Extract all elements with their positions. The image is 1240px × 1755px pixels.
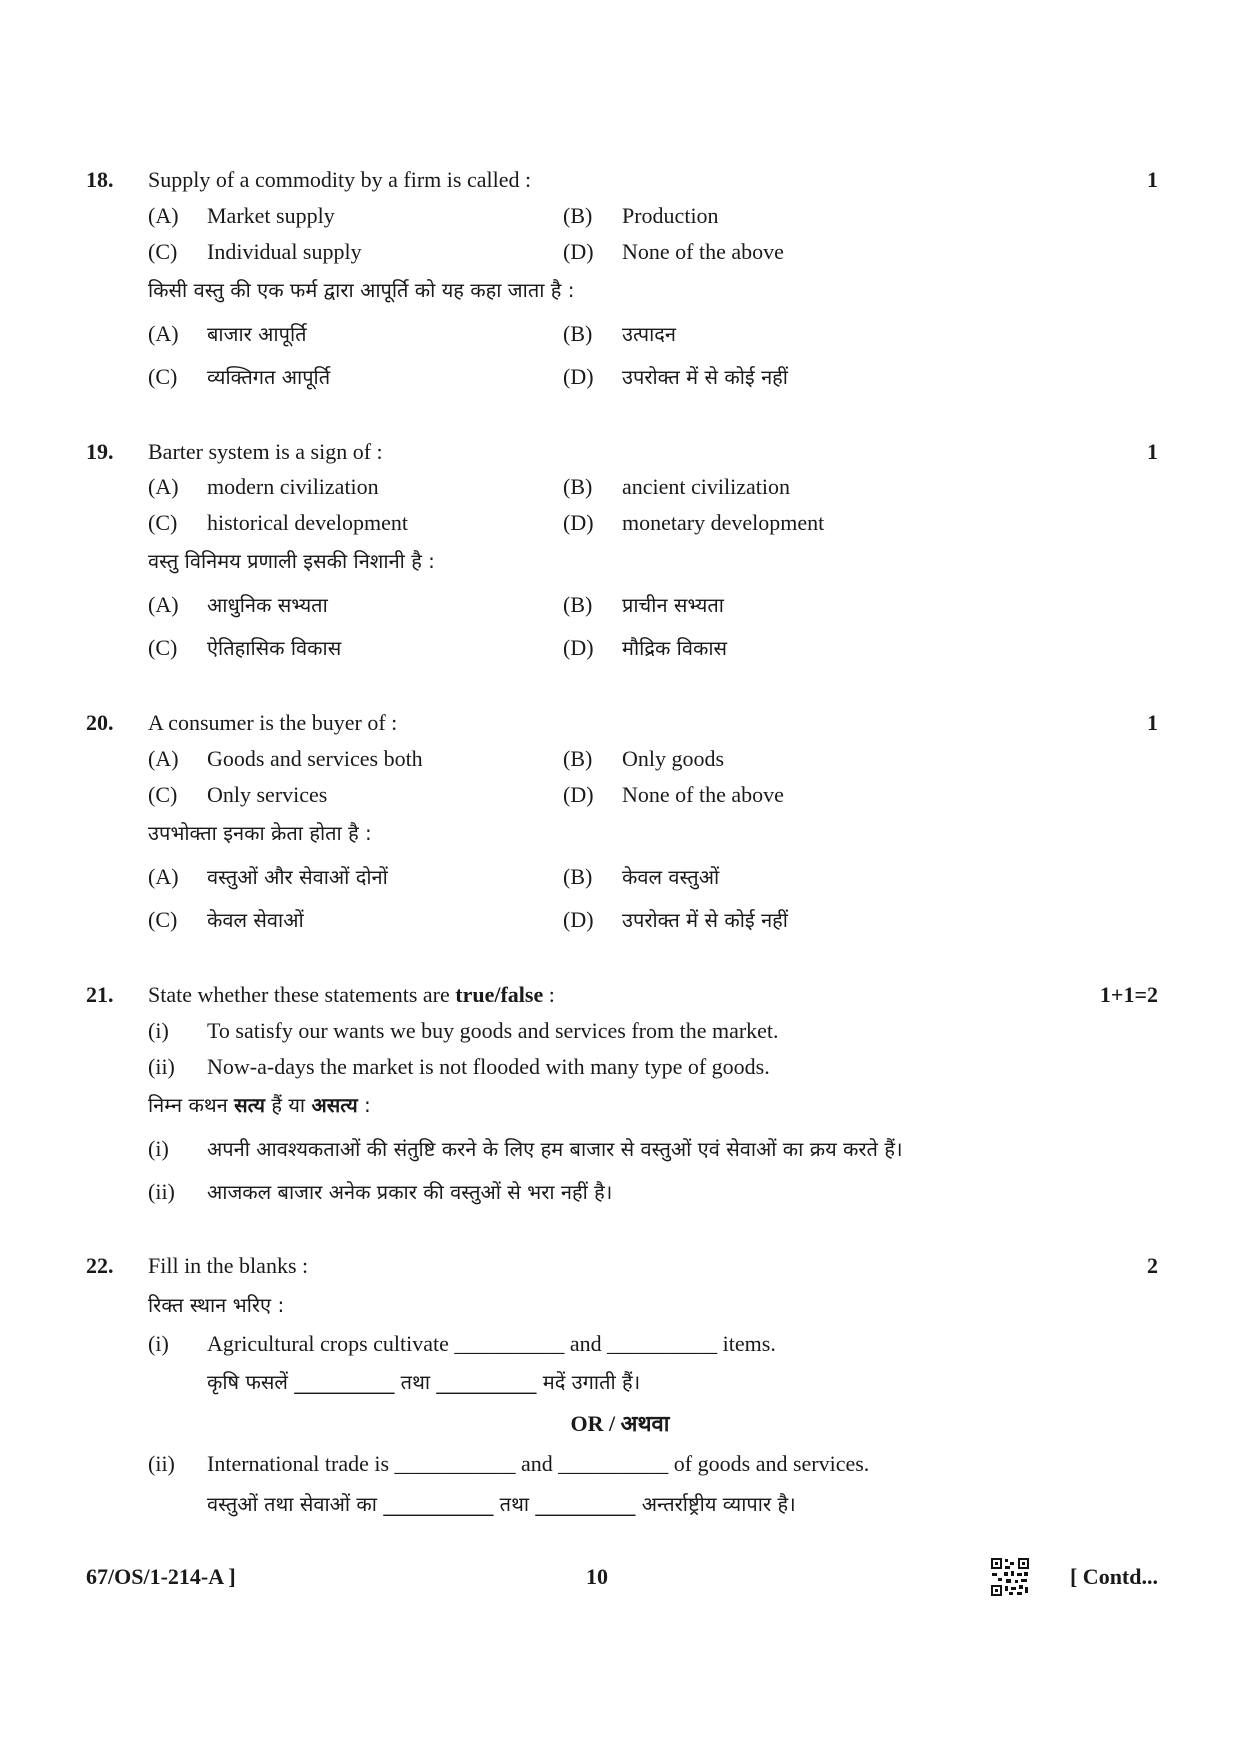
option-label: (A)	[148, 746, 179, 771]
marks: 1	[1147, 439, 1158, 464]
question-text-part: State whether these statements are	[148, 982, 456, 1007]
fill-blank-text: International trade is ___________ and __________ of goods and services.	[207, 1451, 870, 1476]
page-number: 10	[586, 1564, 608, 1589]
question-text-part: :	[543, 982, 555, 1007]
option-text-hindi: आधुनिक सभ्यता	[207, 593, 328, 617]
statement-label: (ii)	[148, 1054, 175, 1079]
marks: 1	[1147, 167, 1158, 192]
fill-blank-text-hindi: कृषि फसलें __________ तथा __________ मदें उगाती हैं।	[207, 1370, 641, 1394]
option-text-hindi: केवल सेवाओं	[207, 908, 304, 932]
question-text-part: :	[357, 1093, 371, 1117]
statement-text: Now-a-days the market is not flooded with many type of goods.	[207, 1054, 770, 1079]
question-number: 20.	[86, 710, 114, 735]
option-text: Only services	[207, 782, 328, 807]
option-label: (D)	[563, 510, 594, 535]
option-text: None of the above	[622, 782, 784, 807]
option-text: Only goods	[622, 746, 725, 771]
option-label: (A)	[148, 321, 179, 346]
statement-label: (ii)	[148, 1179, 175, 1204]
statement-label: (i)	[148, 1136, 169, 1161]
paper-code: 67/OS/1-214-A ]	[86, 1564, 236, 1589]
continued-marker: [ Contd...	[1069, 1564, 1158, 1589]
option-label: (B)	[563, 864, 593, 889]
item-label: (ii)	[148, 1451, 175, 1476]
option-text: modern civilization	[207, 474, 379, 499]
question-text-hindi	[148, 1085, 371, 1125]
option-text-hindi: मौद्रिक विकास	[622, 636, 728, 660]
option-label: (D)	[563, 364, 594, 389]
option-text: ancient civilization	[622, 474, 790, 499]
option-label: (D)	[563, 782, 594, 807]
option-text: historical development	[207, 510, 408, 535]
option-label: (A)	[148, 474, 179, 499]
option-label: (D)	[563, 635, 594, 660]
qr-code-icon	[990, 1557, 1030, 1597]
option-text-hindi: वस्तुओं और सेवाओं दोनों	[207, 865, 388, 889]
question-text-hindi: वस्तु विनिमय प्रणाली इसकी निशानी है :	[148, 549, 435, 573]
question-text	[148, 975, 555, 1015]
option-label: (C)	[148, 635, 178, 660]
option-text-hindi: ऐतिहासिक विकास	[207, 636, 342, 660]
question-text: A consumer is the buyer of :	[148, 710, 398, 735]
question-text-hindi: किसी वस्तु की एक फर्म द्वारा आपूर्ति को यह कहा जाता है :	[148, 278, 575, 302]
question-text-hindi: उपभोक्ता इनका क्रेता होता है :	[148, 821, 372, 845]
or-separator: OR / अथवा	[570, 1411, 670, 1436]
option-text: Individual supply	[207, 239, 362, 264]
question-text-bold: true/false	[455, 982, 544, 1007]
option-label: (D)	[563, 907, 594, 932]
question-number: 22.	[86, 1253, 114, 1278]
statement-label: (i)	[148, 1018, 169, 1043]
question-text-hindi: रिक्त स्थान भरिए :	[148, 1293, 285, 1317]
question-text-part: हैं या	[265, 1093, 312, 1117]
question-number: 19.	[86, 439, 114, 464]
option-label: (A)	[148, 592, 179, 617]
option-label: (C)	[148, 782, 178, 807]
marks: 2	[1147, 1253, 1158, 1278]
option-text: Market supply	[207, 203, 335, 228]
option-label: (B)	[563, 321, 593, 346]
option-label: (B)	[563, 474, 593, 499]
question-number: 21.	[86, 982, 114, 1007]
question-text: Supply of a commodity by a firm is called :	[148, 167, 532, 192]
option-text: None of the above	[622, 239, 784, 264]
marks: 1	[1147, 710, 1158, 735]
question-number: 18.	[86, 167, 114, 192]
option-text: Goods and services both	[207, 746, 423, 771]
fill-blank-text-hindi: वस्तुओं तथा सेवाओं का ___________ तथा __________ अन्तर्राष्ट्रीय व्यापार है।	[207, 1492, 796, 1516]
item-label: (i)	[148, 1331, 169, 1356]
option-label: (D)	[563, 239, 594, 264]
question-text-bold: सत्य	[234, 1093, 265, 1117]
option-label: (C)	[148, 239, 178, 264]
statement-text-hindi: आजकल बाजार अनेक प्रकार की वस्तुओं से भरा नहीं है।	[207, 1180, 613, 1204]
option-text-hindi: व्यक्तिगत आपूर्ति	[207, 365, 331, 389]
option-text-hindi: उपरोक्त में से कोई नहीं	[622, 365, 788, 389]
option-label: (C)	[148, 907, 178, 932]
question-text-bold: असत्य	[311, 1093, 358, 1117]
option-text-hindi: केवल वस्तुओं	[622, 865, 720, 889]
option-label: (C)	[148, 510, 178, 535]
option-text-hindi: बाजार आपूर्ति	[207, 322, 307, 346]
option-text: Production	[622, 203, 719, 228]
option-label: (A)	[148, 203, 179, 228]
option-label: (B)	[563, 203, 593, 228]
option-text-hindi: प्राचीन सभ्यता	[622, 593, 724, 617]
option-label: (A)	[148, 864, 179, 889]
option-text: monetary development	[622, 510, 825, 535]
option-label: (C)	[148, 364, 178, 389]
marks: 1+1=2	[1099, 982, 1158, 1007]
question-text: Barter system is a sign of :	[148, 439, 383, 464]
fill-blank-text: Agricultural crops cultivate __________ and __________ items.	[207, 1331, 776, 1356]
statement-text: To satisfy our wants we buy goods and services from the market.	[207, 1018, 779, 1043]
question-text: Fill in the blanks :	[148, 1253, 309, 1278]
question-text-part: निम्न कथन	[148, 1093, 235, 1117]
option-label: (B)	[563, 746, 593, 771]
option-text-hindi: उत्पादन	[622, 322, 677, 346]
statement-text-hindi: अपनी आवश्यकताओं की संतुष्टि करने के लिए हम बाजार से वस्तुओं एवं सेवाओं का क्रय करते हैं।	[207, 1137, 903, 1161]
option-text-hindi: उपरोक्त में से कोई नहीं	[622, 908, 788, 932]
option-label: (B)	[563, 592, 593, 617]
